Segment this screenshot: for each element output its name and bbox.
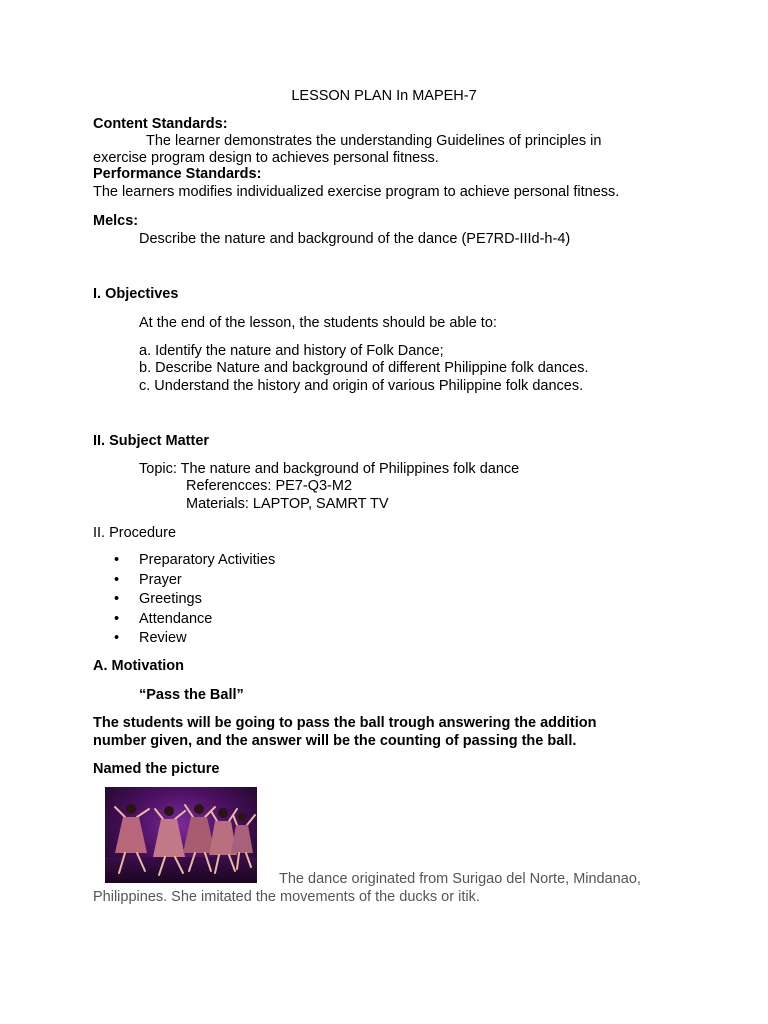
melcs-text: Describe the nature and background of the dance (PE7RD-IIId-h-4) [139, 231, 571, 247]
objective-item-b: b. Describe Nature and background of different Philippine folk dances. [139, 360, 589, 376]
content-standards-text-1: The learner demonstrates the understanding Guidelines of principles in [146, 133, 602, 149]
motivation-description-2: number given, and the answer will be the counting of passing the ball. [93, 733, 577, 749]
subject-matter-references: Referencces: PE7-Q3-M2 [186, 478, 353, 494]
procedure-heading: II. Procedure [93, 525, 177, 541]
folk-dance-photo [105, 787, 257, 883]
procedure-item: • Greetings [114, 590, 275, 610]
procedure-item: • Review [114, 629, 275, 649]
performance-standards-text: The learners modifies individualized exercise program to achieve personal fitness. [93, 184, 620, 200]
document-title: LESSON PLAN In MAPEH-7 [291, 88, 477, 104]
procedure-list [114, 551, 275, 649]
objective-item-c: c. Understand the history and origin of various Philippine folk dances. [139, 378, 584, 394]
performance-standards-heading: Performance Standards: [93, 166, 262, 182]
content-standards-heading: Content Standards: [93, 116, 228, 132]
procedure-item: • Preparatory Activities [114, 551, 275, 571]
procedure-item: • Prayer [114, 571, 275, 591]
subject-matter-topic: Topic: The nature and background of Philippines folk dance [139, 461, 520, 477]
content-standards-text-2: exercise program design to achieves personal fitness. [93, 150, 439, 166]
motivation-heading: A. Motivation [93, 658, 185, 674]
picture-caption-2: Philippines. She imitated the movements of the ducks or itik. [93, 889, 480, 905]
picture-heading: Named the picture [93, 761, 220, 777]
objective-item-a: a. Identify the nature and history of Folk Dance; [139, 343, 444, 359]
procedure-item: • Attendance [114, 610, 275, 630]
picture-caption-1: The dance originated from Surigao del Norte, Mindanao, [279, 871, 641, 887]
objectives-heading: I. Objectives [93, 286, 179, 302]
dancers-illustration [105, 787, 257, 883]
subject-matter-materials: Materials: LAPTOP, SAMRT TV [186, 496, 389, 512]
motivation-description-1: The students will be going to pass the ball trough answering the addition [93, 715, 597, 731]
subject-matter-heading: II. Subject Matter [93, 433, 210, 449]
motivation-game: “Pass the Ball” [139, 687, 244, 703]
objectives-intro: At the end of the lesson, the students should be able to: [139, 315, 497, 331]
melcs-heading: Melcs: [93, 213, 139, 229]
